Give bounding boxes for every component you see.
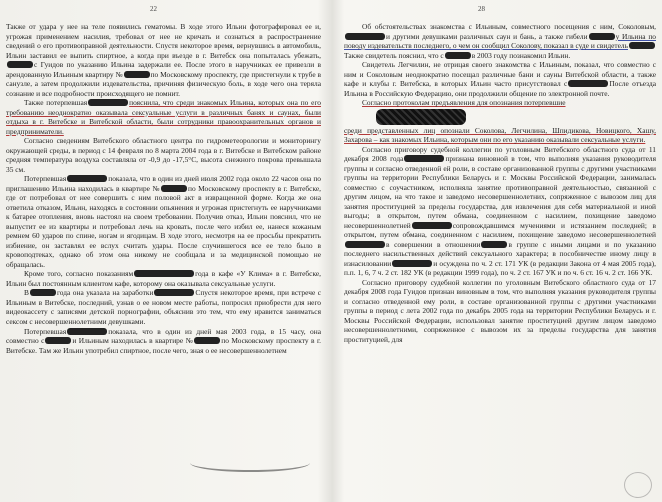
page-body — [344, 22, 656, 345]
paragraph: Кроме того, согласно показаниям года в кафе «У Клима» в г. Витебске, Ильин был постоянным клиентом кафе, которому она оказывала сексуальные услуги. — [6, 269, 321, 288]
redaction — [412, 222, 452, 229]
redaction — [7, 61, 33, 68]
redaction — [629, 42, 655, 49]
page-body — [6, 22, 321, 355]
redaction — [88, 99, 128, 106]
redaction — [161, 185, 187, 192]
paragraph: Об обстоятельствах знакомства с Ильиным, совместного посещения с ним, Соколовым,и другими девушками различных саун и бань, а также гибели у Ильина по поводу издевательств последнего, о чем он сообщил Соколову, показал в суде и свидетельТакже свидетель пояснил, что с в 2003 году познакомил Ильин. — [344, 22, 656, 60]
redaction — [392, 260, 432, 267]
right-page — [331, 0, 662, 502]
page-number: 28 — [478, 5, 485, 13]
redaction — [568, 80, 608, 87]
paragraph: Согласно приговору судебной коллегии по уголовным Витебского областного суда от 11 декабря 2008 года признана виновной в том, что выполняя указания руководителя группы и согласно отведенной ей роли, в составе организованной группы с другими участниками группы на территории Республики Беларусь и г. Москвы Российской Федерации, занималась совместно с соучастником, исполняла занятие противоправной деятельностью, связанной с другим лицом, на что такое и заведомо несовершеннолетних, сопряженное с вывозом лиц для занятия проституцией за пределы государства, для извлечения для себя материальной и иной выгоды; в открытом, путем обмана, соединенном с насилием, похищение заведомо несовершеннолетней сопровождавшимся мучениями и истязанием последней; в открытом, путем обмана, соединенном с насилием, похищение заведомо несовершеннолетнейв совершении в отношении в группе с иными лицами и по указанию последнего насильственных действий сексуального характера; в пособничестве иному лицу в изнасиловании и осуждена по ч. 2 ст. 171 УК (в редакции Закона от 4 мая 2005 года), п.п. 1, 6, 7 ч. 2 ст. 182 УК (в редакции 1999 года), по ч. 2 ст. 167 УК и по ч. 6 ст. 16 ч. 2 ст. 166 УК. — [344, 144, 656, 278]
redaction — [45, 337, 71, 344]
redaction — [124, 71, 150, 78]
page-number: 22 — [150, 5, 157, 13]
redaction — [345, 33, 385, 40]
redaction — [445, 52, 471, 59]
redaction — [154, 289, 194, 296]
redaction — [404, 155, 444, 162]
redaction — [30, 289, 56, 296]
paragraph: Также потерпевшая пояснила, что среди знакомых Ильина, которых она по его требованию неоднократно оказывала сексуальные услуги в различных банях и саунах, были отдыха в г. Витебске и Витебской области, были сотрудники правоохранительных органов и предприниматели. — [6, 98, 321, 136]
seal-stamp — [624, 472, 652, 498]
paragraph: Потерпевшая показала, что в один из дней мая 2003 года, в 15 часу, она совместно с и Ильиным находилась в квартире № по Московскому проспекту в г. Витебске. Там же Ильин употребил спиртное, после чего, зная о ее несовершеннолетнем — [6, 326, 321, 355]
paragraph: Согласно сведениям Витебского областного центра по гидрометеорологии и мониторингу окружающей среды, в период с 14 февраля по 8 марта 2004 года в г. Витебске и Витебском районе средняя температура воздуха составляла от -0,9 до -17,5°С, высота снежного покрова превышала 35 см. — [6, 136, 321, 174]
redaction — [345, 241, 385, 248]
paragraph: Согласно протоколам предъявления для опознания потерпевшие среди представленных лиц опознали Соколова, Легчилина, Шпидикова, Новицкого, Хашу, Захарова – как знакомых Ильина, которым они по его указанию оказывали сексуальные услуги. — [344, 98, 656, 145]
redaction — [376, 109, 466, 125]
paragraph: Также от удара у нее на теле появились гематомы. В ходе этого Ильин фотографировал ее и, угрожая применением насилия, требовал от нее не кричать и сознаться в распространение сведений о его противоправной деятельности. Спустя некоторое время, вернувшись в автомобиль, Ильин заставил ее выпить спиртное, а когда при въезде в г. Витебск она попыталась убежать,с Гуидов по указанию Ильина задержали ее. После этого в наручниках ее привезли в арендованную Ильиным квартиру № по Московскому проспекту, где пристегнули к трубе в санузле, а затем продолжили издевательства, причиняя физическую боль, в ходе чего она теряла сознание и все подробности происходящего не помнит. — [6, 22, 321, 98]
redaction — [589, 33, 615, 40]
redaction — [194, 337, 220, 344]
left-page — [0, 0, 329, 502]
paragraph: Согласно приговору судебной коллегии по уголовным Витебского областного суда от 17 декабря 2008 года Гуидов признан виновным в том, что выполняя указания руководителя группы и согласно отведенной ему роли, в составе организованной группы с другими участниками группы в период с лета 2002 года по декабрь 2005 года на территории Республики Беларусь и г. Москвы Российской Федерации, использовал занятие проституцией другим лицом заведомо несовершеннолетними, сопряженное с вывозом их за пределы государства для занятия проституцией, для — [344, 277, 656, 344]
paragraph: Свидетель Легчилин, не отрицая своего знакомства с Ильиным, показал, что совместно с ним и Соколовым неоднократно посещал различные бани и сауны Витебской области, а также кафе и клубы г. Витебска, в которых Ильин часто присутствовал с После отъезда Ильина в Российскую Федерацию, они продолжили общение по электронной почте. — [344, 60, 657, 98]
redaction — [134, 270, 194, 277]
redaction — [481, 241, 507, 248]
redaction — [67, 175, 107, 182]
paragraph: Потерпевшая показала, что в один из дней июля 2002 года около 22 часов она по приглашению Ильина находилась в квартире № по Московскому проспекту в г. Витебске, где от потребовал от нее совершить с ним половой акт в извращенной форме. Когда же она ответила отказом, Ильин, находясь в состоянии опьянения и угрожая пристегнуть ее наручниками к батарее отопления, вновь настоял на своем требовании. Получив отказ, Ильин пояснил, что не выпустит ее из квартиры и потребовал лечь на кровать, после чего избил ее, нанеся кожаным ремнем 60 ударов по спине, ногам и ягодицам. В ходе этого, несмотря на ее просьбы прекратить избиение, он заставлял ее вслух считать удары. После случившегося все ее тело было в кровоподтеках, однако об этом она никому не сообщала и за медицинской помощью не обращалась. — [6, 174, 321, 269]
paragraph: В года она указала на заработки Спустя некоторое время, при встрече с Ильиным в Витебске, последний, узнав о ее новом месте работы, попросил приобрести для него видеокассету с записями детской порнографии, объяснив это тем, что ему нравится заниматься сексом с несовершеннолетними девушками. — [6, 288, 321, 326]
redaction — [67, 328, 107, 335]
handwritten-marks — [190, 454, 310, 472]
